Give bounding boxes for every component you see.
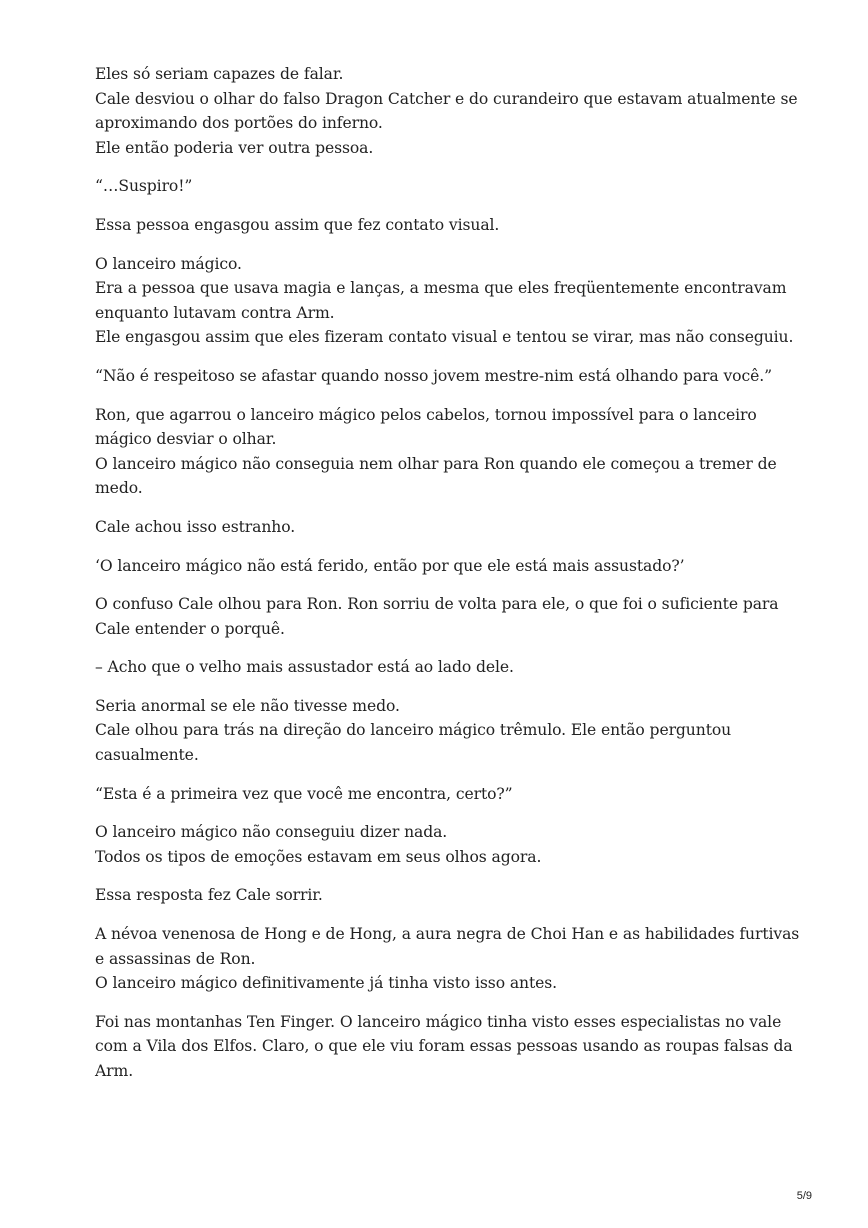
paragraph [95,62,798,160]
text-line: casualmente. [95,746,199,765]
paragraph [95,213,795,238]
text-line: – Acho que o velho mais assustador está ao lado dele. [95,658,514,677]
text-line: O lanceiro mágico definitivamente já tinha visto isso antes. [95,974,558,993]
text-line: enquanto lutavam contra Arm. [95,303,335,322]
paragraph [95,252,795,350]
paragraph [95,403,795,501]
text-line: A névoa venenosa de Hong e de Hong, a aura negra de Choi Han e as habilidades furtivas [95,925,800,944]
text-line: Ron, que agarrou o lanceiro mágico pelos cabelos, tornou impossível para o lanceiro [95,405,757,424]
text-line: Era a pessoa que usava magia e lanças, a mesma que eles freqüentemente encontravam [95,279,787,298]
text-line: mágico desviar o olhar. [95,430,277,449]
paragraph [95,782,795,807]
paragraph [95,515,795,540]
text-line: Essa resposta fez Cale sorrir. [95,886,323,905]
paragraph [95,554,795,579]
text-line: “Não é respeitoso se afastar quando nosso jovem mestre-nim está olhando para você.” [95,366,772,385]
paragraph [95,694,795,768]
text-line: Arm. [95,1062,134,1080]
text-line: ‘O lanceiro mágico não está ferido, então por que ele está mais assustado?’ [95,556,685,575]
paragraph [95,655,795,680]
text-line: Cale desviou o olhar do falso Dragon Catcher e do curandeiro que estavam atualmente se [95,89,798,108]
text-line: Essa pessoa engasgou assim que fez contato visual. [95,215,500,234]
document-body [95,62,800,1098]
text-line: Ele engasgou assim que eles fizeram contato visual e tentou se virar, mas não conseguiu. [95,328,794,347]
text-line: Cale entender o porquê. [95,619,285,638]
text-line: “…Suspiro!” [95,177,193,196]
text-line: Ele então poderia ver outra pessoa. [95,138,374,157]
text-line: e assassinas de Ron. [95,949,256,968]
text-line: Cale achou isso estranho. [95,517,296,536]
text-line: Todos os tipos de emoções estavam em seus olhos agora. [95,847,542,866]
text-line: Seria anormal se ele não tivesse medo. [95,696,400,715]
page-number: 5/9 [796,1190,812,1202]
text-line: O confuso Cale olhou para Ron. Ron sorriu de volta para ele, o que foi o suficiente para [95,595,779,614]
text-line: com a Vila dos Elfos. Claro, o que ele viu foram essas pessoas usando as roupas falsas da [95,1037,793,1056]
paragraph [95,1010,795,1084]
text-line: O lanceiro mágico não conseguiu dizer nada. [95,823,448,842]
paragraph [95,174,795,199]
paragraph [95,883,795,908]
text-line: O lanceiro mágico não conseguia nem olhar para Ron quando ele começou a tremer de [95,454,777,473]
text-line: Eles só seriam capazes de falar. [95,65,344,83]
text-line: medo. [95,479,143,498]
text-line: aproximando dos portões do inferno. [95,114,383,133]
text-line: Cale olhou para trás na direção do lanceiro mágico trêmulo. Ele então perguntou [95,721,732,740]
text-line: O lanceiro mágico. [95,254,242,273]
paragraph [95,592,795,641]
text-line: Foi nas montanhas Ten Finger. O lanceiro mágico tinha visto esses especialistas no vale [95,1012,782,1031]
paragraph [95,922,800,996]
paragraph [95,364,795,389]
text-line: “Esta é a primeira vez que você me encontra, certo?” [95,784,513,803]
paragraph [95,820,795,869]
